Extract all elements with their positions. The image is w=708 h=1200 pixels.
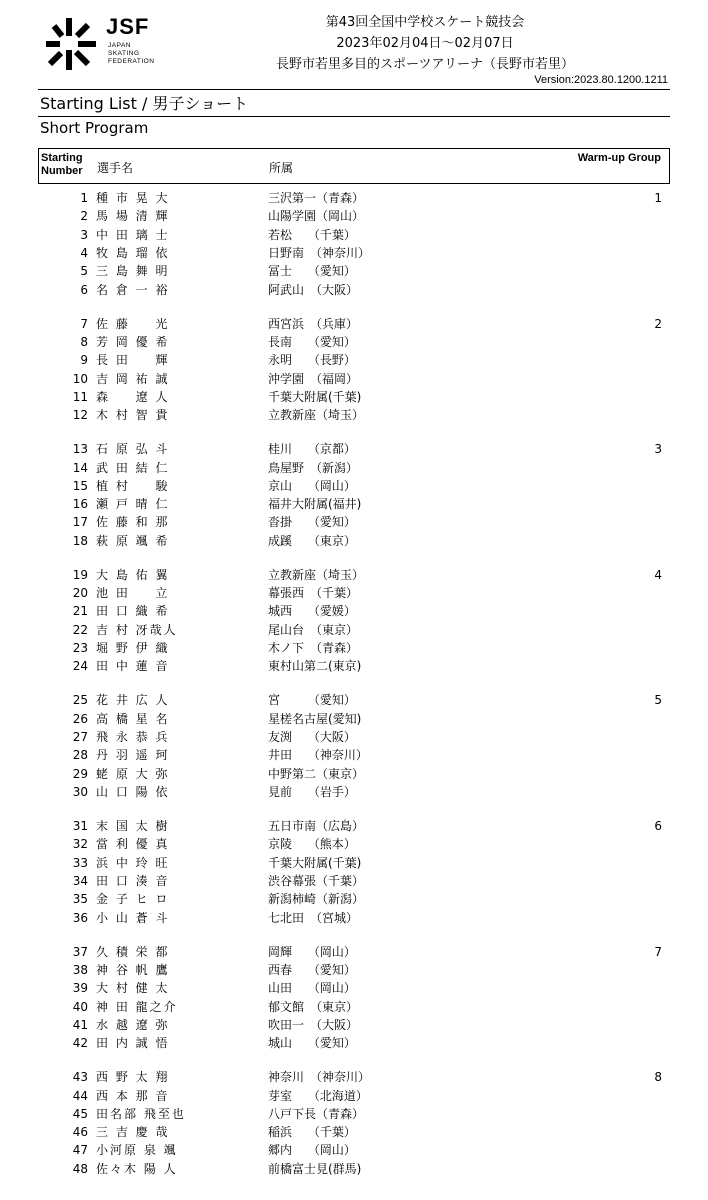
warmup-group: 6 — [654, 819, 662, 833]
header-starting-number: Starting Number — [41, 152, 83, 177]
table-row — [0, 728, 708, 746]
skater-name: 三 島 舞 明 — [96, 264, 170, 279]
table-row — [0, 961, 708, 979]
skater-name: 佐々木 陽 人 — [96, 1161, 178, 1176]
page-title: Starting List / 男子ショート — [40, 94, 249, 113]
skater-name: 浜 中 玲 旺 — [96, 855, 170, 870]
header-club: 所属 — [269, 161, 294, 175]
skater-name: 武 田 結 仁 — [96, 460, 170, 475]
skater-name: 木 村 智 貴 — [96, 408, 170, 423]
warmup-group: 1 — [654, 191, 662, 205]
skater-name: 佐 藤 和 那 — [96, 515, 170, 530]
table-row — [0, 909, 708, 927]
table-row — [0, 315, 708, 333]
skater-name: 瀬 戸 晴 仁 — [96, 497, 170, 512]
club-name: 長南 （愛知） — [268, 334, 356, 349]
skater-name: 田名部 飛至也 — [96, 1106, 186, 1121]
table-row — [0, 1016, 708, 1034]
skater-name: 石 原 弘 斗 — [96, 442, 170, 457]
skater-name: 池 田 立 — [96, 586, 170, 601]
club-name: 見前 （岩手） — [268, 784, 356, 799]
skater-name: 馬 場 清 輝 — [96, 209, 170, 224]
club-name: 宮 （愛知） — [268, 693, 356, 708]
starting-number: 13 — [72, 442, 88, 457]
table-row — [0, 584, 708, 602]
starting-number: 22 — [72, 622, 88, 637]
logo-sub-line: JAPAN — [108, 42, 131, 49]
logo-sub-line: SKATING — [108, 50, 140, 57]
skater-name: 牧 島 瑠 依 — [96, 245, 170, 260]
table-row — [0, 513, 708, 531]
table-row — [0, 691, 708, 709]
table-row — [0, 1123, 708, 1141]
table-row — [0, 1087, 708, 1105]
club-name: 阿武山 （大阪） — [268, 282, 359, 297]
starting-number: 38 — [72, 962, 88, 977]
club-name: 西宮浜 （兵庫） — [268, 316, 359, 331]
starting-number: 23 — [72, 641, 88, 655]
event-name: 第43回全国中学校スケート競技会 — [325, 15, 525, 30]
starting-number: 44 — [72, 1088, 88, 1103]
skater-name: 西 野 太 翔 — [96, 1070, 170, 1085]
skater-name: 蛯 原 大 弥 — [96, 766, 170, 781]
starting-number: 33 — [72, 855, 88, 870]
table-row — [0, 998, 708, 1016]
header-warmup-group: Warm-up Group — [577, 152, 661, 164]
starting-number: 30 — [72, 784, 88, 799]
table-row — [0, 835, 708, 853]
club-name: 立教新座（埼玉） — [268, 567, 365, 582]
skater-name: 田 内 誠 悟 — [96, 1036, 170, 1051]
starting-number: 15 — [72, 478, 88, 493]
club-name: 城山 （愛知） — [268, 1036, 356, 1051]
club-name: 成蹊 （東京） — [268, 533, 356, 548]
starting-number: 20 — [72, 586, 88, 601]
program-title: Short Program — [40, 119, 149, 137]
warmup-group: 7 — [654, 944, 662, 959]
skater-name: 堀 野 伊 織 — [96, 641, 170, 655]
skater-name: 吉 岡 祐 誠 — [96, 371, 170, 386]
club-name: 郁文館 （東京） — [268, 999, 359, 1014]
table-row — [0, 477, 708, 495]
skater-name: 飛 永 恭 兵 — [96, 730, 170, 744]
club-name: 友渕 （大阪） — [268, 730, 356, 744]
table-row — [0, 495, 708, 513]
skater-name: 大 村 健 太 — [96, 981, 170, 996]
warmup-group: 8 — [654, 1070, 662, 1085]
skater-name: 水 越 遼 弥 — [96, 1017, 170, 1032]
skater-name: 種 市 晃 大 — [96, 191, 170, 205]
skater-name: 當 利 優 真 — [96, 837, 170, 852]
starting-number: 31 — [72, 819, 88, 833]
starting-number: 26 — [72, 711, 88, 726]
club-name: 山田 （岡山） — [268, 981, 356, 996]
starting-number: 1 — [80, 191, 88, 205]
table-row — [0, 370, 708, 388]
starting-number: 28 — [72, 748, 88, 763]
skater-name: 田 口 織 希 — [96, 604, 170, 619]
club-name: 尾山台 （東京） — [268, 622, 359, 637]
skater-name: 山 口 陽 依 — [96, 784, 170, 799]
starting-number: 19 — [72, 567, 88, 582]
skater-name: 末 国 太 樹 — [96, 819, 170, 833]
table-row — [0, 746, 708, 764]
club-name: 新潟柿崎（新潟） — [268, 892, 365, 907]
skater-name: 芳 岡 優 希 — [96, 334, 170, 349]
starting-number: 10 — [72, 371, 88, 386]
club-name: 鳥屋野 （新潟） — [268, 460, 359, 475]
starting-number: 7 — [80, 316, 88, 331]
club-name: 郷内 （岡山） — [268, 1143, 356, 1158]
club-name: 七北田 （宮城） — [268, 910, 359, 925]
starting-number: 43 — [72, 1070, 88, 1085]
header-name: 選手名 — [97, 161, 134, 175]
table-row — [0, 1141, 708, 1159]
table-row — [0, 943, 708, 961]
club-name: 星槎名古屋(愛知) — [268, 711, 362, 726]
starting-number: 35 — [72, 892, 88, 907]
skater-name: 三 吉 慶 哉 — [96, 1125, 170, 1140]
club-name: 永明 （長野） — [268, 353, 356, 368]
logo-sub-line: FEDERATION — [108, 58, 155, 65]
table-row — [0, 262, 708, 280]
skater-name: 佐 藤 光 — [96, 316, 170, 331]
table-row — [0, 765, 708, 783]
warmup-group: 4 — [654, 567, 662, 582]
event-venue: 長野市若里多目的スポーツアリーナ（長野市若里） — [276, 57, 574, 72]
table-row — [0, 388, 708, 406]
starting-number: 18 — [72, 533, 88, 548]
event-dates: 2023年02月04日～02月07日 — [336, 36, 514, 51]
club-name: 前橋富士見(群馬) — [268, 1161, 362, 1176]
club-name: 井田 （神奈川） — [268, 748, 368, 763]
table-row — [0, 244, 708, 262]
starting-number: 37 — [72, 944, 88, 959]
club-name: 木ノ下 （青森） — [268, 641, 359, 655]
club-name: 西春 （愛知） — [268, 962, 356, 977]
club-name: 中野第二（東京） — [268, 766, 365, 781]
table-row — [0, 566, 708, 584]
club-name: 稲浜 （千葉） — [268, 1125, 356, 1140]
starting-number: 8 — [80, 334, 88, 349]
skater-name: 名 倉 一 裕 — [96, 282, 170, 297]
starting-number: 17 — [72, 515, 88, 530]
starting-number: 48 — [72, 1161, 88, 1176]
table-row — [0, 1034, 708, 1052]
club-name: 冨士 （愛知） — [268, 264, 356, 279]
club-name: 日野南 （神奈川） — [268, 245, 371, 260]
club-name: 三沢第一（青森） — [268, 191, 365, 205]
skater-name: 長 田 輝 — [96, 353, 170, 368]
club-name: 八戸下長（青森） — [268, 1106, 365, 1121]
starting-number: 9 — [80, 353, 88, 368]
table-row — [0, 890, 708, 908]
table-row — [0, 783, 708, 801]
club-name: 桂川 （京都） — [268, 442, 356, 457]
logo-text: JSF — [106, 14, 150, 39]
club-name: 立教新座（埼玉） — [268, 408, 365, 423]
skater-name: 丹 羽 遥 珂 — [96, 748, 170, 763]
starting-number: 29 — [72, 766, 88, 781]
table-row — [0, 1160, 708, 1178]
skater-name: 中 田 璃 士 — [96, 227, 170, 242]
skater-name: 田 中 蓮 音 — [96, 659, 170, 674]
skater-name: 森 遼 人 — [96, 389, 170, 404]
club-name: 芽室 （北海道） — [268, 1088, 368, 1103]
club-name: 千葉大附属(千葉) — [268, 389, 362, 404]
table-row — [0, 406, 708, 424]
table-row — [0, 817, 708, 835]
table-row — [0, 639, 708, 657]
table-row — [0, 621, 708, 639]
starting-number: 41 — [72, 1017, 88, 1032]
table-row — [0, 532, 708, 550]
club-name: 京山 （岡山） — [268, 478, 356, 493]
starting-number: 45 — [72, 1106, 88, 1121]
club-name: 吹田一 （大阪） — [268, 1017, 359, 1032]
starting-number: 12 — [72, 408, 88, 423]
starting-number: 32 — [72, 837, 88, 852]
starting-number: 4 — [80, 245, 88, 260]
club-name: 沓掛 （愛知） — [268, 515, 356, 530]
skater-name: 吉 村 冴哉人 — [96, 622, 178, 637]
starting-number: 25 — [72, 693, 88, 708]
skater-name: 植 村 駿 — [96, 478, 170, 493]
starting-number: 3 — [80, 227, 88, 242]
skater-name: 西 本 那 音 — [96, 1088, 170, 1103]
club-name: 京陵 （熊本） — [268, 837, 356, 852]
club-name: 東村山第二(東京) — [268, 659, 362, 674]
skater-name: 小河原 泉 颯 — [96, 1143, 178, 1158]
warmup-group: 2 — [654, 316, 662, 331]
table-row — [0, 1105, 708, 1123]
starting-number: 6 — [80, 282, 88, 297]
table-row — [0, 1068, 708, 1086]
starting-number: 47 — [72, 1143, 88, 1158]
skater-name: 大 島 佑 翼 — [96, 567, 170, 582]
club-name: 城西 （愛媛） — [268, 604, 356, 619]
table-row — [0, 979, 708, 997]
table-row — [0, 333, 708, 351]
table-row — [0, 602, 708, 620]
starting-number: 36 — [72, 910, 88, 925]
table-row — [0, 281, 708, 299]
table-row — [0, 189, 708, 207]
club-name: 幕張西 （千葉） — [268, 586, 359, 601]
starting-number: 21 — [72, 604, 88, 619]
starting-number: 34 — [72, 873, 88, 888]
table-row — [0, 657, 708, 675]
starting-number: 24 — [72, 659, 88, 674]
skater-name: 神 谷 帆 鷹 — [96, 962, 170, 977]
starting-number: 14 — [72, 460, 88, 475]
table-row — [0, 351, 708, 369]
club-name: 五日市南（広島） — [268, 819, 365, 833]
skater-name: 萩 原 颯 希 — [96, 533, 170, 548]
table-row — [0, 710, 708, 728]
club-name: 沖学園 （福岡） — [268, 371, 359, 386]
table-row — [0, 440, 708, 458]
starting-number: 40 — [72, 999, 88, 1014]
club-name: 若松 （千葉） — [268, 227, 356, 242]
starting-number: 46 — [72, 1125, 88, 1140]
warmup-group: 5 — [654, 693, 662, 708]
skater-name: 金 子 ヒ ロ — [96, 892, 170, 907]
starting-number: 16 — [72, 497, 88, 512]
club-name: 千葉大附属(千葉) — [268, 855, 362, 870]
version-label: Version:2023.80.1200.1211 — [534, 74, 668, 86]
skater-name: 久 積 栄 都 — [96, 944, 170, 959]
skater-name: 田 口 湊 音 — [96, 873, 170, 888]
starting-number: 27 — [72, 730, 88, 744]
table-row — [0, 872, 708, 890]
club-name: 福井大附属(福井) — [268, 497, 362, 512]
starting-number: 11 — [72, 389, 88, 404]
warmup-group: 3 — [654, 442, 662, 457]
skater-name: 高 橋 星 名 — [96, 711, 170, 726]
club-name: 山陽学園（岡山） — [268, 209, 365, 224]
skater-name: 神 田 龍之介 — [96, 999, 178, 1014]
table-row — [0, 226, 708, 244]
club-name: 渋谷幕張（千葉） — [268, 873, 365, 888]
club-name: 神奈川 （神奈川） — [268, 1070, 371, 1085]
starting-number: 2 — [80, 209, 88, 224]
skater-name: 小 山 蒼 斗 — [96, 910, 170, 925]
starting-number: 42 — [72, 1036, 88, 1051]
starting-number: 5 — [80, 264, 88, 279]
table-row — [0, 459, 708, 477]
starting-number: 39 — [72, 981, 88, 996]
table-row — [0, 854, 708, 872]
club-name: 岡輝 （岡山） — [268, 944, 356, 959]
table-row — [0, 207, 708, 225]
skater-name: 花 井 広 人 — [96, 693, 170, 708]
